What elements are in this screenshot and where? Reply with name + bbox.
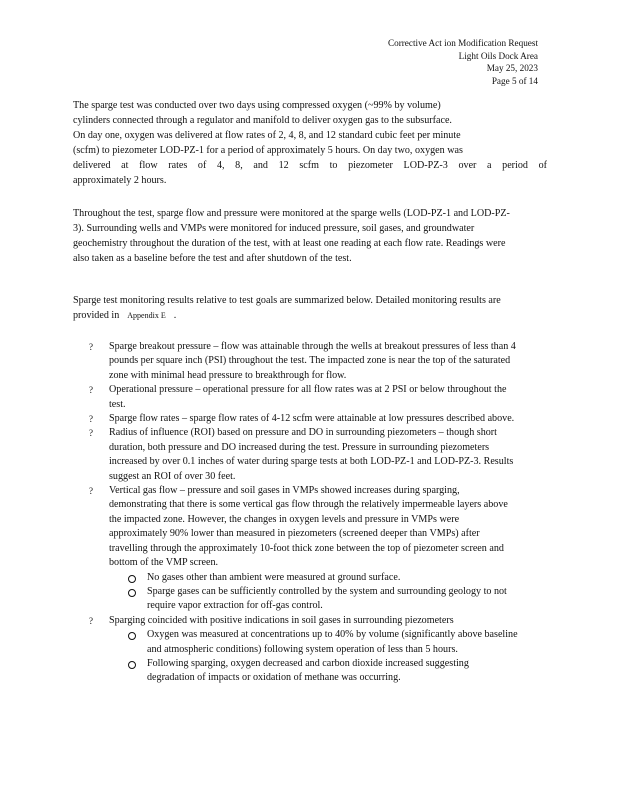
bullet-text: Sparge flow rates – sparge flow rates of 4-12 scfm were attainable at low pressures described above.: [109, 413, 515, 425]
appendix-reference: Appendix E: [127, 311, 166, 320]
sub-bullet-list: [109, 571, 519, 614]
sub-list-item: [109, 628, 519, 657]
paragraph-line: The sparge test was conducted over two days using compressed oxygen (~99% by volume): [73, 100, 441, 111]
sub-bullet-text: Oxygen was measured at concentrations up to 40% by volume (significantly above baseline and atmospheric conditions) following system operation of less than 5 hours.: [147, 629, 518, 655]
bullet-text: Vertical gas flow – pressure and soil gases in VMPs showed increases during sparging, demonstrating that there is some vertical gas flow through the relatively impermeable layers above the impacted zone. However, the changes in oxygen levels and pressure in VMPs were approximately 90% lower than measured in piezometers (screened deeper than VMPs) after travelling through the approximately 10-foot thick zone between the top of piezometer screen and bottom of the VMP screen.: [109, 485, 508, 569]
sub-list-item: [109, 571, 519, 585]
list-item: [89, 383, 519, 412]
paragraph-sparge-test: [73, 98, 547, 188]
paragraph-period: .: [173, 310, 177, 321]
sub-bullet-text: Following sparging, oxygen decreased and carbon dioxide increased suggesting degradation of impacts or oxidation of methane was occurring.: [147, 657, 469, 684]
bullet-text: Sparge breakout pressure – flow was attainable through the wells at breakout pressures of less than 4 pounds per square inch (PSI) throughout the test. The impacted zone is near the top of the saturated zone with minimal head pressure to breakthrough for flow.: [109, 341, 516, 381]
paragraph-line: (scfm) to piezometer LOD-PZ-1 for a period of approximately 5 hours. On day two, oxygen was: [73, 145, 463, 156]
bullet-glyph-icon: ?: [89, 385, 93, 396]
bullet-glyph-icon: ?: [89, 486, 93, 497]
hollow-circle-bullet-icon: [128, 661, 136, 669]
hollow-circle-bullet-icon: [128, 632, 136, 640]
paragraph-line: approximately 2 hours.: [73, 175, 167, 186]
list-item: [89, 614, 519, 686]
list-item: [89, 340, 519, 383]
list-item: [89, 412, 519, 426]
list-item: [89, 484, 519, 614]
bullet-text: Operational pressure – operational pressure for all flow rates was at 2 PSI or below throughout the test.: [109, 384, 507, 410]
results-bullet-list: [89, 340, 519, 686]
sub-list-item: [109, 657, 519, 686]
sub-list-item: [109, 585, 519, 614]
bullet-text: Sparging coincided with positive indications in soil gases in surrounding piezometers: [109, 614, 454, 626]
paragraph-line-justified: delivered at flow rates of 4, 8, and 12 scfm to piezometer LOD-PZ-3 over a period of: [73, 160, 547, 171]
bullet-glyph-icon: ?: [89, 414, 93, 425]
list-item: [89, 426, 519, 484]
bullet-text: Radius of influence (ROI) based on pressure and DO in surrounding piezometers – though short duration, both pressure and DO increased during the test. Pressure in surrounding piezometers increased by over 0.1 inches of water during sparge tests at both LOD-PZ-1 and LOD-PZ-3. Results suggest an ROI of over 30 feet.: [109, 427, 514, 482]
paragraph-line: On day one, oxygen was delivered at flow rates of 2, 4, 8, and 12 standard cubic feet per minute: [73, 130, 461, 141]
header-area: Light Oils Dock Area: [458, 50, 538, 61]
bullet-glyph-icon: ?: [89, 342, 93, 352]
bullet-glyph-icon: ?: [89, 428, 93, 439]
hollow-circle-bullet-icon: [128, 589, 136, 597]
sub-bullet-list: [109, 628, 519, 686]
page-header: [388, 37, 538, 87]
header-title: Corrective Act ion Modification Request: [387, 38, 538, 48]
paragraph-line: cylinders connected through a regulator and manifold to deliver oxygen gas to the subsurface.: [73, 115, 452, 126]
sub-bullet-text: No gases other than ambient were measured at ground surface.: [147, 571, 401, 583]
header-date: May 25, 2023: [486, 63, 538, 74]
hollow-circle-bullet-icon: [128, 575, 136, 583]
sub-bullet-text: Sparge gases can be sufficiently controlled by the system and surrounding geology to not require vapor extraction for off-gas control.: [147, 585, 507, 612]
header-page-number: Page 5 of 14: [491, 75, 538, 86]
paragraph-text: Sparge test monitoring results relative to test goals are summarized below. Detailed monitoring results are provided in: [73, 295, 501, 321]
bullet-glyph-icon: ?: [89, 615, 93, 626]
paragraph-monitoring: Throughout the test, sparge flow and pressure were monitored at the sparge wells (LOD-PZ-1 and LOD-PZ-3). Surrounding wells and VMPs were monitored for induced pressure, soil gases, and groundwater geochemistry throughout the duration of the test, with at least one reading at each flow rate. Readings were also taken as a baseline before the test and after shutdown of the test.: [73, 208, 510, 264]
paragraph-results-summary: [73, 293, 510, 323]
